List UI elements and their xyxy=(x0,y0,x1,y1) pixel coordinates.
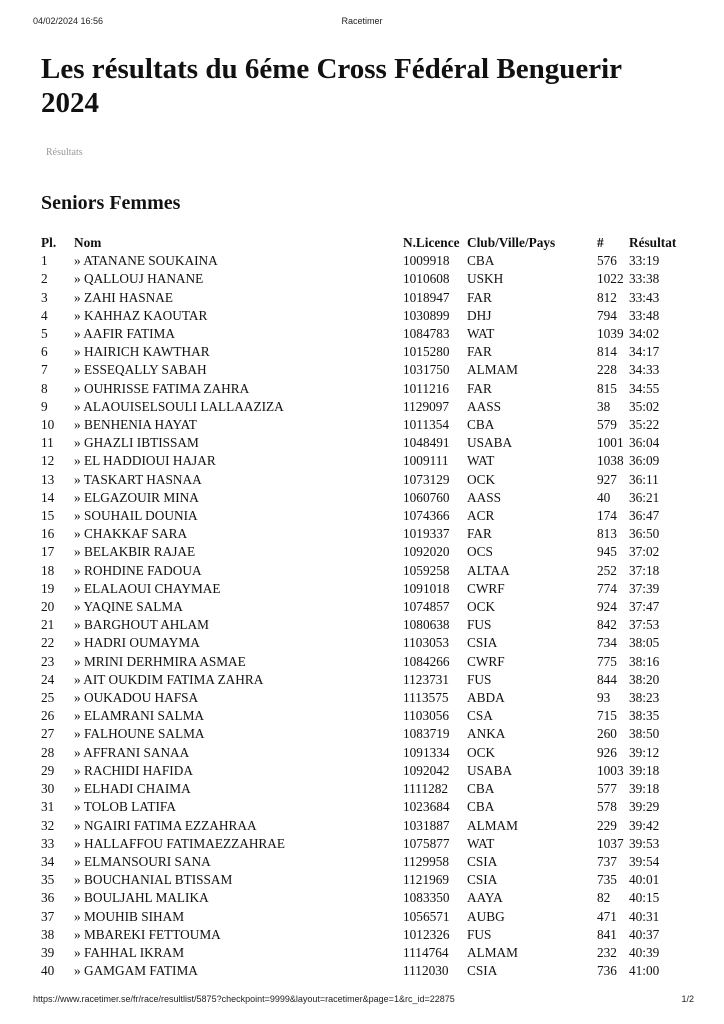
results-table xyxy=(38,234,703,980)
cell-licence: 1091018 xyxy=(403,580,450,596)
cell-bib: 737 xyxy=(597,853,617,869)
athlete-name-link[interactable]: » GHAZLI IBTISSAM xyxy=(74,435,199,451)
cell-licence: 1111282 xyxy=(403,781,449,797)
table-row xyxy=(38,835,703,853)
athlete-name-link[interactable]: » NGAIRI FATIMA EZZAHRAA xyxy=(74,817,257,833)
cell-licence: 1031887 xyxy=(403,817,450,833)
athlete-name-link[interactable]: » BOULJAHL MALIKA xyxy=(74,890,209,906)
cell-result: 34:55 xyxy=(629,380,660,396)
athlete-name-link[interactable]: » ROHDINE FADOUA xyxy=(74,562,202,578)
cell-club: AUBG xyxy=(467,908,505,924)
table-row xyxy=(38,744,703,762)
athlete-name-link[interactable]: » FALHOUNE SALMA xyxy=(74,726,205,742)
table-row xyxy=(38,762,703,780)
cell-licence: 1092020 xyxy=(403,544,450,560)
table-row xyxy=(38,361,703,379)
cell-licence: 1030899 xyxy=(403,307,450,323)
cell-licence: 1084266 xyxy=(403,653,450,669)
cell-result: 40:31 xyxy=(629,908,660,924)
cell-result: 36:50 xyxy=(629,526,660,542)
cell-club: AASS xyxy=(467,398,501,414)
cell-bib: 813 xyxy=(597,526,617,542)
cell-place: 30 xyxy=(41,781,55,797)
cell-club: CSA xyxy=(467,708,493,724)
cell-place: 4 xyxy=(41,307,48,323)
cell-place: 17 xyxy=(41,544,55,560)
cell-bib: 812 xyxy=(597,289,617,305)
cell-result: 36:04 xyxy=(629,435,660,451)
cell-club: CBA xyxy=(467,417,495,433)
cell-club: USKH xyxy=(467,271,504,287)
cell-licence: 1103056 xyxy=(403,708,450,724)
cell-bib: 842 xyxy=(597,617,617,633)
cell-result: 34:02 xyxy=(629,326,660,342)
cell-place: 13 xyxy=(41,471,55,487)
cell-licence: 1091334 xyxy=(403,744,450,760)
cell-result: 37:18 xyxy=(629,562,660,578)
cell-club: FAR xyxy=(467,380,492,396)
cell-result: 39:18 xyxy=(629,762,660,778)
cell-result: 38:23 xyxy=(629,690,660,706)
cell-bib: 814 xyxy=(597,344,617,360)
cell-licence: 1059258 xyxy=(403,562,450,578)
cell-club: CWRF xyxy=(467,653,505,669)
cell-place: 18 xyxy=(41,562,55,578)
col-header-club: Club/Ville/Pays xyxy=(467,235,556,250)
cell-place: 23 xyxy=(41,653,55,669)
cell-place: 10 xyxy=(41,417,55,433)
cell-bib: 715 xyxy=(597,708,617,724)
table-row xyxy=(38,580,703,598)
athlete-name-link[interactable]: » ELMANSOURI SANA xyxy=(74,853,211,869)
cell-licence: 1083719 xyxy=(403,726,450,742)
cell-bib: 945 xyxy=(597,544,617,560)
cell-place: 26 xyxy=(41,708,55,724)
cell-club: ALTAA xyxy=(467,562,510,578)
cell-bib: 927 xyxy=(597,471,617,487)
athlete-name-link[interactable]: » MOUHIB SIHAM xyxy=(74,908,185,924)
table-row xyxy=(38,325,703,343)
table-row xyxy=(38,525,703,543)
table-row xyxy=(38,671,703,689)
table-row xyxy=(38,962,703,980)
athlete-name-link[interactable]: » GAMGAM FATIMA xyxy=(74,963,198,979)
cell-place: 9 xyxy=(41,398,48,414)
table-row xyxy=(38,562,703,580)
cell-place: 34 xyxy=(41,853,55,869)
athlete-name-link[interactable]: » EL HADDIOUI HAJAR xyxy=(74,453,216,469)
cell-bib: 794 xyxy=(597,307,617,323)
cell-club: AAYA xyxy=(467,890,503,906)
cell-result: 39:54 xyxy=(629,853,660,869)
print-url: https://www.racetimer.se/fr/race/resultlist/5875?checkpoint=9999&layout=racetimer&page=1&rc_id=22875 xyxy=(33,994,455,1004)
cell-bib: 228 xyxy=(597,362,617,378)
cell-result: 35:02 xyxy=(629,398,660,414)
table-row xyxy=(38,398,703,416)
cell-result: 38:16 xyxy=(629,653,660,669)
table-row xyxy=(38,908,703,926)
cell-result: 38:50 xyxy=(629,726,660,742)
cell-club: CBA xyxy=(467,799,495,815)
table-row xyxy=(38,853,703,871)
table-row xyxy=(38,270,703,288)
cell-licence: 1011216 xyxy=(403,380,450,396)
section-title: Seniors Femmes xyxy=(41,192,181,214)
table-row xyxy=(38,889,703,907)
table-row xyxy=(38,434,703,452)
cell-licence: 1121969 xyxy=(403,872,450,888)
cell-club: WAT xyxy=(467,835,495,851)
cell-licence: 1031750 xyxy=(403,362,450,378)
print-datetime: 04/02/2024 16:56 xyxy=(33,16,104,26)
table-row xyxy=(38,380,703,398)
col-header-place: Pl. xyxy=(41,235,57,250)
cell-place: 22 xyxy=(41,635,55,651)
table-row xyxy=(38,689,703,707)
athlete-name-link[interactable]: » BELAKBIR RAJAE xyxy=(74,544,196,560)
table-row xyxy=(38,343,703,361)
athlete-name-link[interactable]: » AAFIR FATIMA xyxy=(74,326,175,342)
cell-result: 36:21 xyxy=(629,489,660,505)
table-row xyxy=(38,252,703,270)
cell-licence: 1009918 xyxy=(403,253,450,269)
cell-licence: 1129958 xyxy=(403,853,450,869)
cell-bib: 774 xyxy=(597,580,617,596)
cell-bib: 1039 xyxy=(597,326,624,342)
cell-place: 35 xyxy=(41,872,55,888)
cell-result: 40:37 xyxy=(629,926,660,942)
print-site-title: Racetimer xyxy=(341,16,383,26)
cell-licence: 1009111 xyxy=(403,453,449,469)
cell-result: 36:09 xyxy=(629,453,660,469)
cell-result: 40:15 xyxy=(629,890,660,906)
cell-club: ALMAM xyxy=(467,362,518,378)
cell-place: 29 xyxy=(41,762,55,778)
cell-club: CSIA xyxy=(467,853,498,869)
cell-licence: 1012326 xyxy=(403,926,450,942)
cell-club: ALMAM xyxy=(467,944,518,960)
cell-club: ACR xyxy=(467,508,495,524)
cell-place: 2 xyxy=(41,271,48,287)
col-header-name: Nom xyxy=(74,235,102,250)
cell-place: 31 xyxy=(41,799,55,815)
athlete-name-link[interactable]: » ALAOUISELSOULI LALLAAZIZA xyxy=(74,398,284,414)
cell-licence: 1019337 xyxy=(403,526,450,542)
athlete-name-link[interactable]: » MBAREKI FETTOUMA xyxy=(74,926,221,942)
table-row xyxy=(38,471,703,489)
cell-bib: 1001 xyxy=(597,435,624,451)
cell-bib: 252 xyxy=(597,562,617,578)
cell-place: 36 xyxy=(41,890,55,906)
athlete-name-link[interactable]: » FAHHAL IKRAM xyxy=(74,944,185,960)
athlete-name-link[interactable]: » TOLOB LATIFA xyxy=(74,799,176,815)
page-title: Les résultats du 6éme Cross Fédéral Benguerir 2024 xyxy=(41,53,622,119)
cell-result: 39:42 xyxy=(629,817,660,833)
cell-bib: 1037 xyxy=(597,835,624,851)
cell-club: CSIA xyxy=(467,635,498,651)
table-row xyxy=(38,416,703,434)
cell-place: 24 xyxy=(41,671,55,687)
athlete-name-link[interactable]: » CHAKKAF SARA xyxy=(74,526,188,542)
cell-licence: 1074857 xyxy=(403,599,450,615)
cell-result: 37:53 xyxy=(629,617,660,633)
cell-result: 39:18 xyxy=(629,781,660,797)
cell-bib: 736 xyxy=(597,963,617,979)
table-row xyxy=(38,289,703,307)
table-row xyxy=(38,634,703,652)
cell-place: 38 xyxy=(41,926,55,942)
cell-result: 36:11 xyxy=(629,471,659,487)
athlete-name-link[interactable]: » QALLOUJ HANANE xyxy=(74,271,204,287)
cell-licence: 1073129 xyxy=(403,471,450,487)
athlete-name-link[interactable]: » MRINI DERHMIRA ASMAE xyxy=(74,653,246,669)
cell-place: 8 xyxy=(41,380,48,396)
cell-licence: 1023684 xyxy=(403,799,450,815)
cell-bib: 735 xyxy=(597,872,617,888)
cell-club: AASS xyxy=(467,489,501,505)
cell-place: 20 xyxy=(41,599,55,615)
athlete-name-link[interactable]: » ATANANE SOUKAINA xyxy=(74,253,218,269)
cell-result: 38:35 xyxy=(629,708,660,724)
cell-bib: 174 xyxy=(597,508,617,524)
cell-bib: 775 xyxy=(597,653,617,669)
cell-place: 6 xyxy=(41,344,48,360)
cell-club: OCK xyxy=(467,471,496,487)
cell-club: ABDA xyxy=(467,690,505,706)
cell-club: CSIA xyxy=(467,872,498,888)
cell-place: 1 xyxy=(41,253,48,269)
athlete-name-link[interactable]: » ELAMRANI SALMA xyxy=(74,708,205,724)
cell-bib: 841 xyxy=(597,926,617,942)
cell-result: 39:12 xyxy=(629,744,660,760)
cell-result: 34:17 xyxy=(629,344,660,360)
cell-place: 27 xyxy=(41,726,55,742)
athlete-name-link[interactable]: » HALLAFFOU FATIMAEZZAHRAE xyxy=(74,835,286,851)
table-row xyxy=(38,489,703,507)
cell-club: FUS xyxy=(467,926,492,942)
table-header-row xyxy=(38,234,703,252)
athlete-name-link[interactable]: » BENHENIA HAYAT xyxy=(74,417,197,433)
table-row xyxy=(38,725,703,743)
cell-licence: 1018947 xyxy=(403,289,450,305)
cell-licence: 1129097 xyxy=(403,398,450,414)
cell-place: 12 xyxy=(41,453,55,469)
col-header-result: Résultat xyxy=(629,235,677,250)
cell-club: WAT xyxy=(467,453,495,469)
cell-club: FUS xyxy=(467,671,492,687)
athlete-name-link[interactable]: » BOUCHANIAL BTISSAM xyxy=(74,872,233,888)
cell-place: 16 xyxy=(41,526,55,542)
cell-bib: 471 xyxy=(597,908,617,924)
cell-place: 3 xyxy=(41,289,48,305)
cell-bib: 576 xyxy=(597,253,617,269)
table-row xyxy=(38,543,703,561)
athlete-name-link[interactable]: » OUKADOU HAFSA xyxy=(74,690,199,706)
cell-club: WAT xyxy=(467,326,495,342)
cell-licence: 1048491 xyxy=(403,435,450,451)
cell-result: 39:53 xyxy=(629,835,660,851)
cell-licence: 1056571 xyxy=(403,908,450,924)
table-row xyxy=(38,944,703,962)
cell-result: 37:02 xyxy=(629,544,660,560)
cell-result: 39:29 xyxy=(629,799,660,815)
cell-result: 35:22 xyxy=(629,417,660,433)
cell-club: FAR xyxy=(467,344,492,360)
cell-club: CWRF xyxy=(467,580,505,596)
athlete-name-link[interactable]: » BARGHOUT AHLAM xyxy=(74,617,209,633)
cell-result: 33:43 xyxy=(629,289,660,305)
athlete-name-link[interactable]: » ELGAZOUIR MINA xyxy=(74,489,199,505)
athlete-name-link[interactable]: » AIT OUKDIM FATIMA ZAHRA xyxy=(74,671,264,687)
print-page-count: 1/2 xyxy=(681,994,694,1004)
cell-bib: 926 xyxy=(597,744,617,760)
athlete-name-link[interactable]: » ZAHI HASNAE xyxy=(74,289,173,305)
cell-place: 28 xyxy=(41,744,55,760)
table-row xyxy=(38,507,703,525)
breadcrumb-results[interactable]: Résultats xyxy=(46,147,83,158)
cell-club: FUS xyxy=(467,617,492,633)
athlete-name-link[interactable]: » ESSEQALLY SABAH xyxy=(74,362,207,378)
cell-licence: 1113575 xyxy=(403,690,449,706)
cell-result: 40:01 xyxy=(629,872,660,888)
cell-bib: 1038 xyxy=(597,453,624,469)
cell-club: CSIA xyxy=(467,963,498,979)
cell-licence: 1075877 xyxy=(403,835,450,851)
results-body xyxy=(38,252,703,980)
cell-place: 19 xyxy=(41,580,55,596)
athlete-name-link[interactable]: » AFFRANI SANAA xyxy=(74,744,190,760)
athlete-name-link[interactable]: » ELHADI CHAIMA xyxy=(74,781,191,797)
cell-club: CBA xyxy=(467,781,495,797)
cell-place: 40 xyxy=(41,963,55,979)
cell-club: ALMAM xyxy=(467,817,518,833)
athlete-name-link[interactable]: » HADRI OUMAYMA xyxy=(74,635,200,651)
cell-licence: 1083350 xyxy=(403,890,450,906)
table-row xyxy=(38,452,703,470)
col-header-licence: N.Licence xyxy=(403,235,460,250)
athlete-name-link[interactable]: » TASKART HASNAA xyxy=(74,471,202,487)
table-row xyxy=(38,653,703,671)
cell-result: 38:05 xyxy=(629,635,660,651)
cell-bib: 40 xyxy=(597,489,611,505)
cell-licence: 1084783 xyxy=(403,326,450,342)
athlete-name-link[interactable]: » SOUHAIL DOUNIA xyxy=(74,508,198,524)
cell-bib: 82 xyxy=(597,890,611,906)
cell-licence: 1074366 xyxy=(403,508,450,524)
cell-place: 33 xyxy=(41,835,55,851)
cell-result: 33:38 xyxy=(629,271,660,287)
table-row xyxy=(38,798,703,816)
cell-club: OCK xyxy=(467,744,496,760)
cell-bib: 229 xyxy=(597,817,617,833)
cell-bib: 734 xyxy=(597,635,617,651)
cell-bib: 924 xyxy=(597,599,617,615)
athlete-name-link[interactable]: » HAIRICH KAWTHAR xyxy=(74,344,210,360)
cell-club: OCS xyxy=(467,544,493,560)
table-row xyxy=(38,780,703,798)
athlete-name-link[interactable]: » KAHHAZ KAOUTAR xyxy=(74,307,208,323)
cell-result: 33:48 xyxy=(629,307,660,323)
athlete-name-link[interactable]: » OUHRISSE FATIMA ZAHRA xyxy=(74,380,250,396)
cell-licence: 1123731 xyxy=(403,671,450,687)
cell-result: 40:39 xyxy=(629,944,660,960)
cell-club: USABA xyxy=(467,435,513,451)
table-row xyxy=(38,926,703,944)
cell-club: CBA xyxy=(467,253,495,269)
cell-licence: 1092042 xyxy=(403,762,450,778)
cell-result: 41:00 xyxy=(629,963,660,979)
cell-bib: 260 xyxy=(597,726,617,742)
table-row xyxy=(38,616,703,634)
cell-club: OCK xyxy=(467,599,496,615)
cell-result: 36:47 xyxy=(629,508,660,524)
cell-place: 14 xyxy=(41,489,55,505)
cell-licence: 1060760 xyxy=(403,489,450,505)
table-row xyxy=(38,707,703,725)
table-row xyxy=(38,817,703,835)
cell-result: 37:39 xyxy=(629,580,660,596)
cell-place: 5 xyxy=(41,326,48,342)
cell-place: 25 xyxy=(41,690,55,706)
cell-bib: 232 xyxy=(597,944,617,960)
cell-licence: 1010608 xyxy=(403,271,450,287)
cell-licence: 1080638 xyxy=(403,617,450,633)
cell-place: 7 xyxy=(41,362,48,378)
cell-bib: 579 xyxy=(597,417,617,433)
cell-bib: 815 xyxy=(597,380,617,396)
cell-place: 37 xyxy=(41,908,55,924)
cell-place: 32 xyxy=(41,817,55,833)
cell-result: 37:47 xyxy=(629,599,660,615)
cell-bib: 93 xyxy=(597,690,611,706)
cell-club: ANKA xyxy=(467,726,506,742)
cell-place: 21 xyxy=(41,617,55,633)
athlete-name-link[interactable]: » ELALAOUI CHAYMAE xyxy=(74,580,221,596)
cell-licence: 1015280 xyxy=(403,344,450,360)
cell-licence: 1103053 xyxy=(403,635,450,651)
cell-result: 33:19 xyxy=(629,253,660,269)
col-header-bib: # xyxy=(597,235,604,250)
cell-place: 39 xyxy=(41,944,55,960)
cell-club: FAR xyxy=(467,289,492,305)
cell-place: 15 xyxy=(41,508,55,524)
athlete-name-link[interactable]: » RACHIDI HAFIDA xyxy=(74,762,193,778)
table-row xyxy=(38,598,703,616)
cell-licence: 1112030 xyxy=(403,963,449,979)
cell-bib: 844 xyxy=(597,671,617,687)
cell-place: 11 xyxy=(41,435,54,451)
cell-bib: 1003 xyxy=(597,762,624,778)
cell-club: FAR xyxy=(467,526,492,542)
cell-licence: 1011354 xyxy=(403,417,450,433)
cell-bib: 38 xyxy=(597,398,611,414)
cell-bib: 578 xyxy=(597,799,617,815)
table-row xyxy=(38,307,703,325)
table-row xyxy=(38,871,703,889)
cell-result: 38:20 xyxy=(629,671,660,687)
cell-bib: 1022 xyxy=(597,271,624,287)
athlete-name-link[interactable]: » YAQINE SALMA xyxy=(74,599,183,615)
cell-bib: 577 xyxy=(597,781,617,797)
cell-club: DHJ xyxy=(467,307,492,323)
cell-club: USABA xyxy=(467,762,513,778)
cell-result: 34:33 xyxy=(629,362,660,378)
cell-licence: 1114764 xyxy=(403,944,449,960)
